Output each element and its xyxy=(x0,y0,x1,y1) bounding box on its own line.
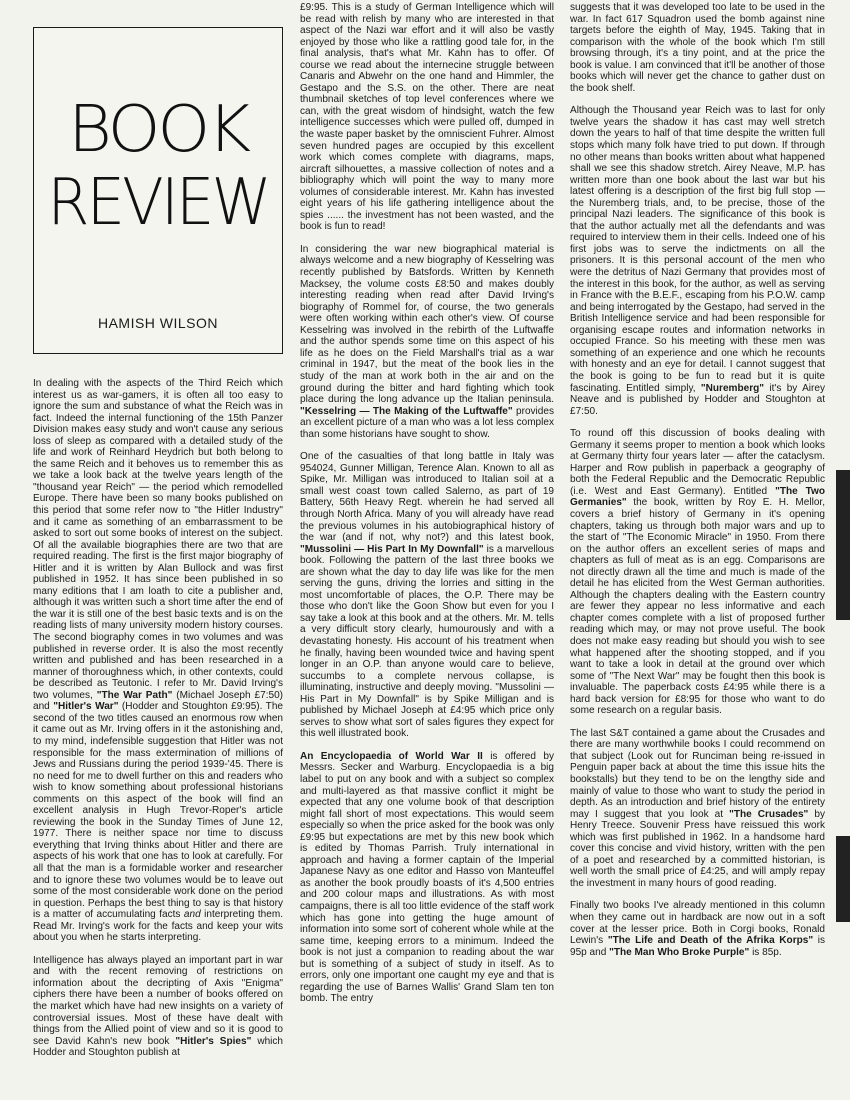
paragraph: One of the casualties of that long battle in Italy was 954024, Gunner Milligan, Terence Alan. Known to all as Spike, Mr. Milligan was introduced to Italian soil at a small west coast town called Salerno, as part of 19 Battery, 56th Heavy Regt. wherein he had served all through North Africa. Many of you will already have read the previous volumes in his autobiographical history of the war (and if not, why not?) and this latest book, "Mussolini — His Part In My Downfall" is a marvellous book. Following the pattern of the last three books we are shown what the day to day life was like for the men serving the guns, driving the lorries and sitting in the most uncomfortable of places, the O.P. There may be those who don't like the Goon Show but even for you I say take a look at this book and at the others. Mr. M. tells a very difficult story clearly, humourously and with a devastating honesty. His account of his treatment when he finally, having been wounded twice and having spent longer in an O.P. than anyone would care to believe, succumbs to a complete nervous collapse, is illuminating, instructive and deeply moving. "Mussolini — His Part in My Downfall" is by Spike Milligan and is published by Michael Joseph at £4:95 which price only serves to show what sort of sales figures they expect for this well illustrated book. xyxy=(300,451,555,740)
title-review: REVIEW xyxy=(47,166,269,240)
scan-edge-mark xyxy=(836,836,850,922)
author-byline: HAMISH WILSON xyxy=(97,315,219,331)
paragraph: In dealing with the aspects of the Third Reich which interest us as war-gamers, it is often all too easy to ignore the sum and substance of what the Reich was in fact. Indeed the internal functioning of the 15th Panzer Division makes easy study and won't cause any serious loss of sleep as compared with a detailed study of the life and work of Reinhard Heydrich but both belong to the same Reich and it behoves us to remember this as we take a look back at the twelve years length of the "thousand year Reich" — the period which remodelled Europe. There have been so many books published on this period that some refer now to "the Hitler Industry" and it came as something of an embarrassment to be asked to sort out some books of interest on the subject. Of all the available biographies there are two that are required reading. The first is the first major biography of Hitler and it is written by Alan Bullock and was first published in 1952. It has since been published in so many editions that I am loath to cite a publisher and, although it was written such a short time after the end of the war it is still one of the best basic texts and is on the reading lists of many university modern history courses. The second biography comes in two volumes and was published in reverse order. It is also the most recently written and published and has been researched in a manner of thoroughness which, in other contexts, could be described as Teutonic. I refer to Mr. David Irving's two volumes, "The War Path" (Michael Joseph £7:50) and "Hitler's War" (Hodder and Stoughton £9:95). The second of the two titles caused an enormous row when it came out as Mr. Irving offers in it the astonishing and, to my mind, indefensible suggestion that Hitler was not responsible for the mass extermination of millions of Jews and Russians during the period 1939-'45. There is no need for me to dwell further on this and readers who wish to know something about professional historians comments on this aspect of the book will find an excellent analysis in Hugh Trevor-Roper's article reviewing the book in the Sunday Times of June 12, 1977. There is neither space nor time to discuss everything that Irving thinks about Hitler and there are aspects of his work that one has to look at carefully. For all that the man is a formidable worker and researcher and to ignore these two volumes would be to leave out some of the most considerable work done on the period in question. Perhaps the best thing to say is that history is a matter of accumulating facts and interpreting them. Read Mr. Irving's work for the facts and keep your wits about you when he starts interpreting. xyxy=(33,378,284,944)
scan-edge-mark xyxy=(836,470,850,620)
paragraph: The last S&T contained a game about the Crusades and there are many worthwhile books I could recommend on that subject (Look out for Runciman being re-issued in Penguin paper back at about the time this issue hits the bookstalls) but they tend to be on the lengthy side and mainly of value to those who want to study the period in depth. As an introduction and brief history of the entirety may I suggest that you look at "The Crusades" by Henry Treece. Souvenir Press have reissued this work which was first published in 1962. In a handsome hard cover this concise and vivid history, written with the pen of a poet and researched by a committed historian, is well worth the small price of £4:25, and will amply repay the investment in many hours of good reading. xyxy=(570,727,826,889)
title-book: BOOK xyxy=(67,93,249,167)
paragraph: suggests that it was developed too late to be used in the war. In fact 617 Squadron used the bomb against nine targets before the eighth of May, 1945. Taking that in comparison with the whole of the book which I'm still browsing through, it's a tiny point, and at the price the book is value. I am convinced that it'll be another of those books which will never get the chance to gather dust on the book shelf. xyxy=(570,2,825,94)
paragraph: To round off this discussion of books dealing with Germany it seems proper to mention a book which looks at Germany thirty four years later — after the cataclysm. Harper and Row publish in paperback a geography of both the Federal Republic and the Democratic Republic (i.e. West and East Germany). Entitled "The Two Germanies" the book, written by Roy E. H. Mellor, covers a brief history of Germany in it's opening chapters, taking us through both major wars and up to the start of "The Economic Miracle" in 1950. From there on the author offers an excellent series of maps and chapters as full of meat as is an egg. Comparisons are not directly drawn all the time and much is made of the detail he has elicited from the West German authorities. Although the chapters dealing with the Eastern country are fewer they appear no less informative and each chapter comes complete with a list of proposed further reading which may, or may not prove useful. The book does not make easy reading but should you wish to see what happened after the shooting stopped, and if you want to take a look in detail at the ground over which some of "The Next War" may be fought then this book is invaluable. The paperback costs £4:95 while there is a hard back version for £8:95 for those who want to do some research on a regular basis. xyxy=(570,428,825,717)
paragraph: Finally two books I've already mentioned in this column when they came out in hardback are now out in a soft cover at the lesser price. Both in Corgi books, Ronald Lewin's "The Life and Death of the Afrika Korps" is 95p and "The Man Who Broke Purple" is 85p. xyxy=(570,900,826,958)
paragraph: Although the Thousand year Reich was to last for only twelve years the shadow it has cast may well stretch down the years to half of that time despite the written full stops which many folk have tried to put down. If through no other means than books written about what happened shall we see this shadow stretch. Airey Neave, M.P. has written more than one book about the last war but his latest offering is a description of the first big full stop — the Nuremberg trials, and, to be precise, those of the principal Nazi leaders. The significance of this book is that the author actually met all the defendants and was required to interview them in their cells. Indeed one of his first jobs was to serve the indictments on all the prisoners. It is this personal account of the men who were the detritus of Nazi Germany that provides most of the interest in this book, for the author, as well as serving in France with the B.E.F., escaping from his P.O.W. camp and being interrogated by the Gestapo, had served in the British Intelligence service and had been responsible for organising escape routes and information networks in occupied France. So his meeting with these men was something of an experience and one which he recounts with honesty and an eye for detail. I cannot suggest that the book is going to be fun to read but it is quite fascinating. Entitled simply, "Nuremberg" it's by Airey Neave and is published by Hodder and Stoughton at £7:50. xyxy=(570,105,825,417)
paragraph: £9:95. This is a study of German Intelligence which will be read with relish by many who are interested in that aspect of the Nazi war effort and it will also be vastly enjoyed by those who like a rattling good tale for, in the final analysis, that's what Mr. Kahn has to offer. Of course we read about the internecine struggle between Canaris and Abwehr on the one hand and Himmler, the Gestapo and the S.S. on the other. There are neat thumbnail sketches of top level conferences where we can, with the great wisdom of hindsight, watch the few intelligence successes which were pulled off, dumped in the waste paper basket by the omniscient Fuhrer. Almost seven hundred pages are occupied by this excellent work which comes complete with diagrams, maps, aircraft silhouettes, a massive collection of notes and a bibliography which will point the way to many more volumes of considerable interest. Mr. Kahn has invested eight years of his life gathering intelligence about the spies ...... the investment has not been wasted, and the book is fun to read! xyxy=(300,2,554,233)
title-box xyxy=(33,27,283,354)
column-1 xyxy=(33,378,283,1070)
paragraph: Intelligence has always played an important part in war and with the recent removing of restrictions on information about the decripting of Axis "Enigma" ciphers there have been a number of books offered on the market which have had new insights on a variety of controversial issues. Most of these have dealt with things from the Allied point of view and so it is good to see David Kahn's new book "Hitler's Spies" which Hodder and Stoughton publish at xyxy=(33,954,284,1059)
paragraph: In considering the war new biographical material is always welcome and a new biography of Kesselring was recently published by Batsfords. Written by Kenneth Macksey, the volume costs £8:50 and makes doubly interesting reading when read after David Irving's biography of Rommel for, of course, the two generals were often working within each other's view. Of course Kesselring was involved in the rebirth of the Luftwaffe and the author spends some time on this aspect of his life as he does on the Field Marshall's trial as a war criminal in 1947, but the meat of the book lies in the study of the man at work both in the air and on the ground during the bitter and hard fighting which took place during the long advance up the Italian peninsula. "Kesselring — The Making of the Luftwaffe" provides an excellent picture of a man who was a lot less complex than some historians have sought to show. xyxy=(300,243,554,440)
column-3 xyxy=(570,2,825,969)
paragraph: An Encyclopaedia of World War II is offered by Messrs. Secker and Warburg. Encyclopaedia is a big label to put on any book and with a subject so complex and multi-layered as that massive conflict it might be expected that any one volume book of that description might fall short of most expectations. This would seem especially so when the price asked for the book was only £9:95 but expectations are met by this new book which is edited by Thomas Parrish. Truly international in approach and having a former captain of the Imperial Japanese Navy as one editor and Hasso von Manteuffel as another the book proudly boasts of it's 4,500 entries and 200 colour maps and illustrations. As with most campaigns, there is all too little evidence of the staff work which has gone into getting the huge amount of information into some sort of coherent whole while at the same time, keeping errors to a minimum. Indeed the book is not just a companion to reading about the war but is something of a subject of study in itself. As to errors, only one important one caught my eye and that is regarding the use of Barnes Wallis' Grand Slam ten ton bomb. The entry xyxy=(300,750,554,1005)
column-2 xyxy=(300,2,554,1016)
